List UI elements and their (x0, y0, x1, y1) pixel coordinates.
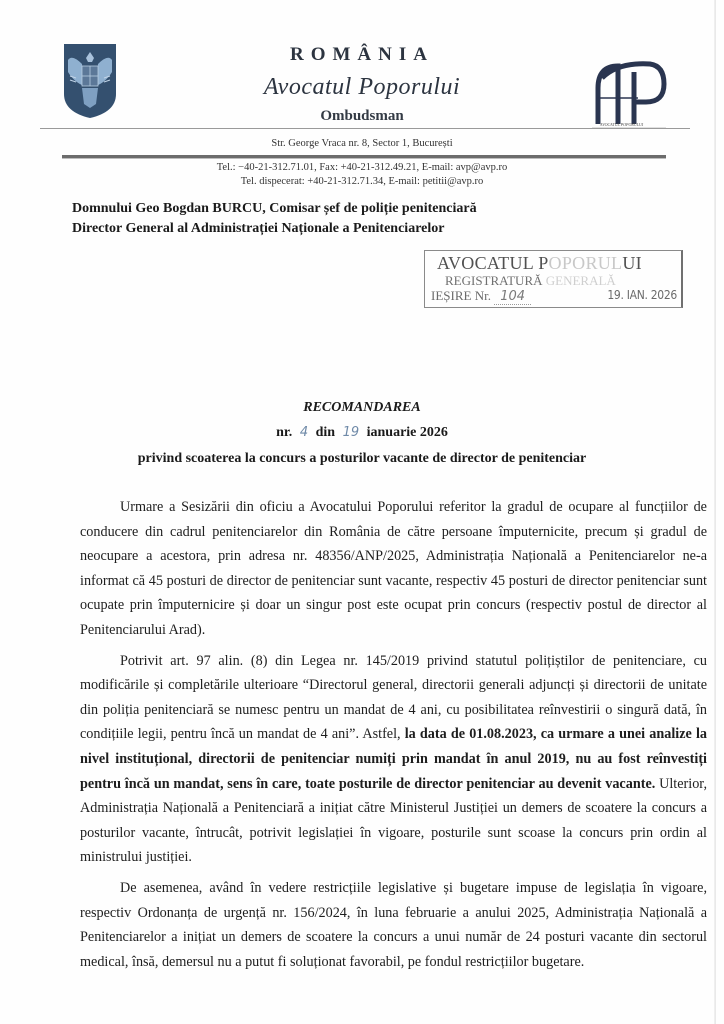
document-title: RECOMANDAREA (303, 400, 421, 415)
letterhead-country: ROMÂNIA (290, 44, 434, 65)
scan-edge-shadow (714, 0, 716, 1024)
stamp-registry-number: 104 (494, 289, 531, 305)
letterhead-institution: Avocatul Poporului (263, 74, 461, 100)
addressee-block (72, 199, 477, 239)
contact-line-1: Tel.: −40-21-312.71.01, Fax: +40-21-312.49.21, E-mail: avp@avp.ro (216, 162, 508, 173)
stamp-line-2: REGISTRATURĂ GENERALĂ (445, 273, 616, 288)
paragraph-3: De asemenea, având în vedere restricțiile legislative și bugetare impuse de legislația în vigoare, respectiv Ordonanța de urgență nr. 156/2024, în luna februarie a anului 2025, Administrația Națională a Penitenciarelor a inițiat un demers de scoatere la concurs a unui număr de 24 posturi vacante din sectorul medical, însă, demersul nu a putut fi soluționat favorabil, pe fondul restricțiilor bugetare. (80, 879, 707, 970)
registry-stamp (424, 250, 683, 308)
stamp-exit-label: IEȘIRE Nr. (431, 288, 491, 303)
addressee-line-1: Domnului Geo Bogdan BURCU, Comisar șef de poliție penitenciară (72, 201, 477, 216)
paragraph-1: Urmare a Sesizării din oficiu a Avocatului Poporului referitor la gradul de ocupare al funcțiilor de conducere din cadrul penitenciarelor din România de către persoane împuternicite, precum și gradul de neocupare a acestora, prin adresa nr. 48356/ANP/2025, Administrația Națională a Penitenciarelor ne-a informat că 45 posturi de director de penitenciar sunt vacante, respectiv 45 posturi de director penitenciar sunt ocupate prin împuternicire și doar un singur post este ocupat prin concurs (respectiv postul de director al Penitenciarului Arad). (80, 499, 707, 638)
paragraph-2: Potrivit art. 97 alin. (8) din Legea nr. 145/2019 privind statutul polițiștilor de penitenciare, cu modificările și completările ulterioare “Directorul general, directorii generali adjuncți și directorii de unitate din poliția penitenciară se numesc pentru un mandat de 4 ani, cu posibilitatea reînvestirii o singură dată, în condițiile legii, pentru încă un mandat de 4 ani”. Astfel, la data de 01.08.2023, ca urmare a unei analize la nivel instituțional, directorii de penitenciar numiți prin mandat în anul 2019, nu au fost reînvestiți pentru încă un mandat, sens în care, toate posturile de director penitenciar au devenit vacante. Ulterior, Administrația Națională a Penitenciară a inițiat către Ministerul Justiției un demers de scoatere la concurs a posturilor vacante, întrucât, potrivit legislației în vigoare, posturile sunt scoase la concurs prin ordin al ministrului justiției. (80, 652, 708, 866)
handwritten-day: 19 (342, 425, 360, 440)
stamp-line-1: AVOCATUL POPORULUI (437, 253, 642, 273)
logo-caption: AVOCATUL POPORULUI (600, 122, 644, 127)
document-body (80, 495, 707, 980)
avocatul-poporului-logo-icon (588, 58, 668, 132)
paragraph-2-emphasis: la data de 01.08.2023, ca urmare a unei analize la nivel instituțional, directorii de penitenciar numiți prin mandat în anul 2019, nu au fost reînvestiți pentru încă un mandat, sens în care, toate posturile de director penitenciar au devenit vacante. (80, 726, 708, 792)
contact-line-2: Tel. dispecerat: +40-21-312.71.34, E-mail: petitii@avp.ro (240, 176, 484, 187)
addressee-line-2: Director General al Administrației Naționale a Penitenciarelor (72, 221, 445, 236)
letterhead-contact (0, 161, 724, 189)
letterhead-divider-thick (62, 155, 666, 159)
handwritten-number: 4 (299, 425, 309, 440)
document-number-line: nr. 4 din 19 ianuarie 2026 (276, 425, 448, 440)
document-subject: privind scoaterea la concurs a posturilor vacante de director de penitenciar (137, 451, 587, 466)
letterhead-subtitle: Ombudsman (320, 108, 404, 124)
letterhead-divider-thin (40, 128, 690, 129)
letterhead-address: Str. George Vraca nr. 8, Sector 1, București (271, 138, 453, 149)
stamp-line-3 (431, 288, 679, 304)
stamp-date: 19. IAN. 2026 (607, 288, 677, 302)
